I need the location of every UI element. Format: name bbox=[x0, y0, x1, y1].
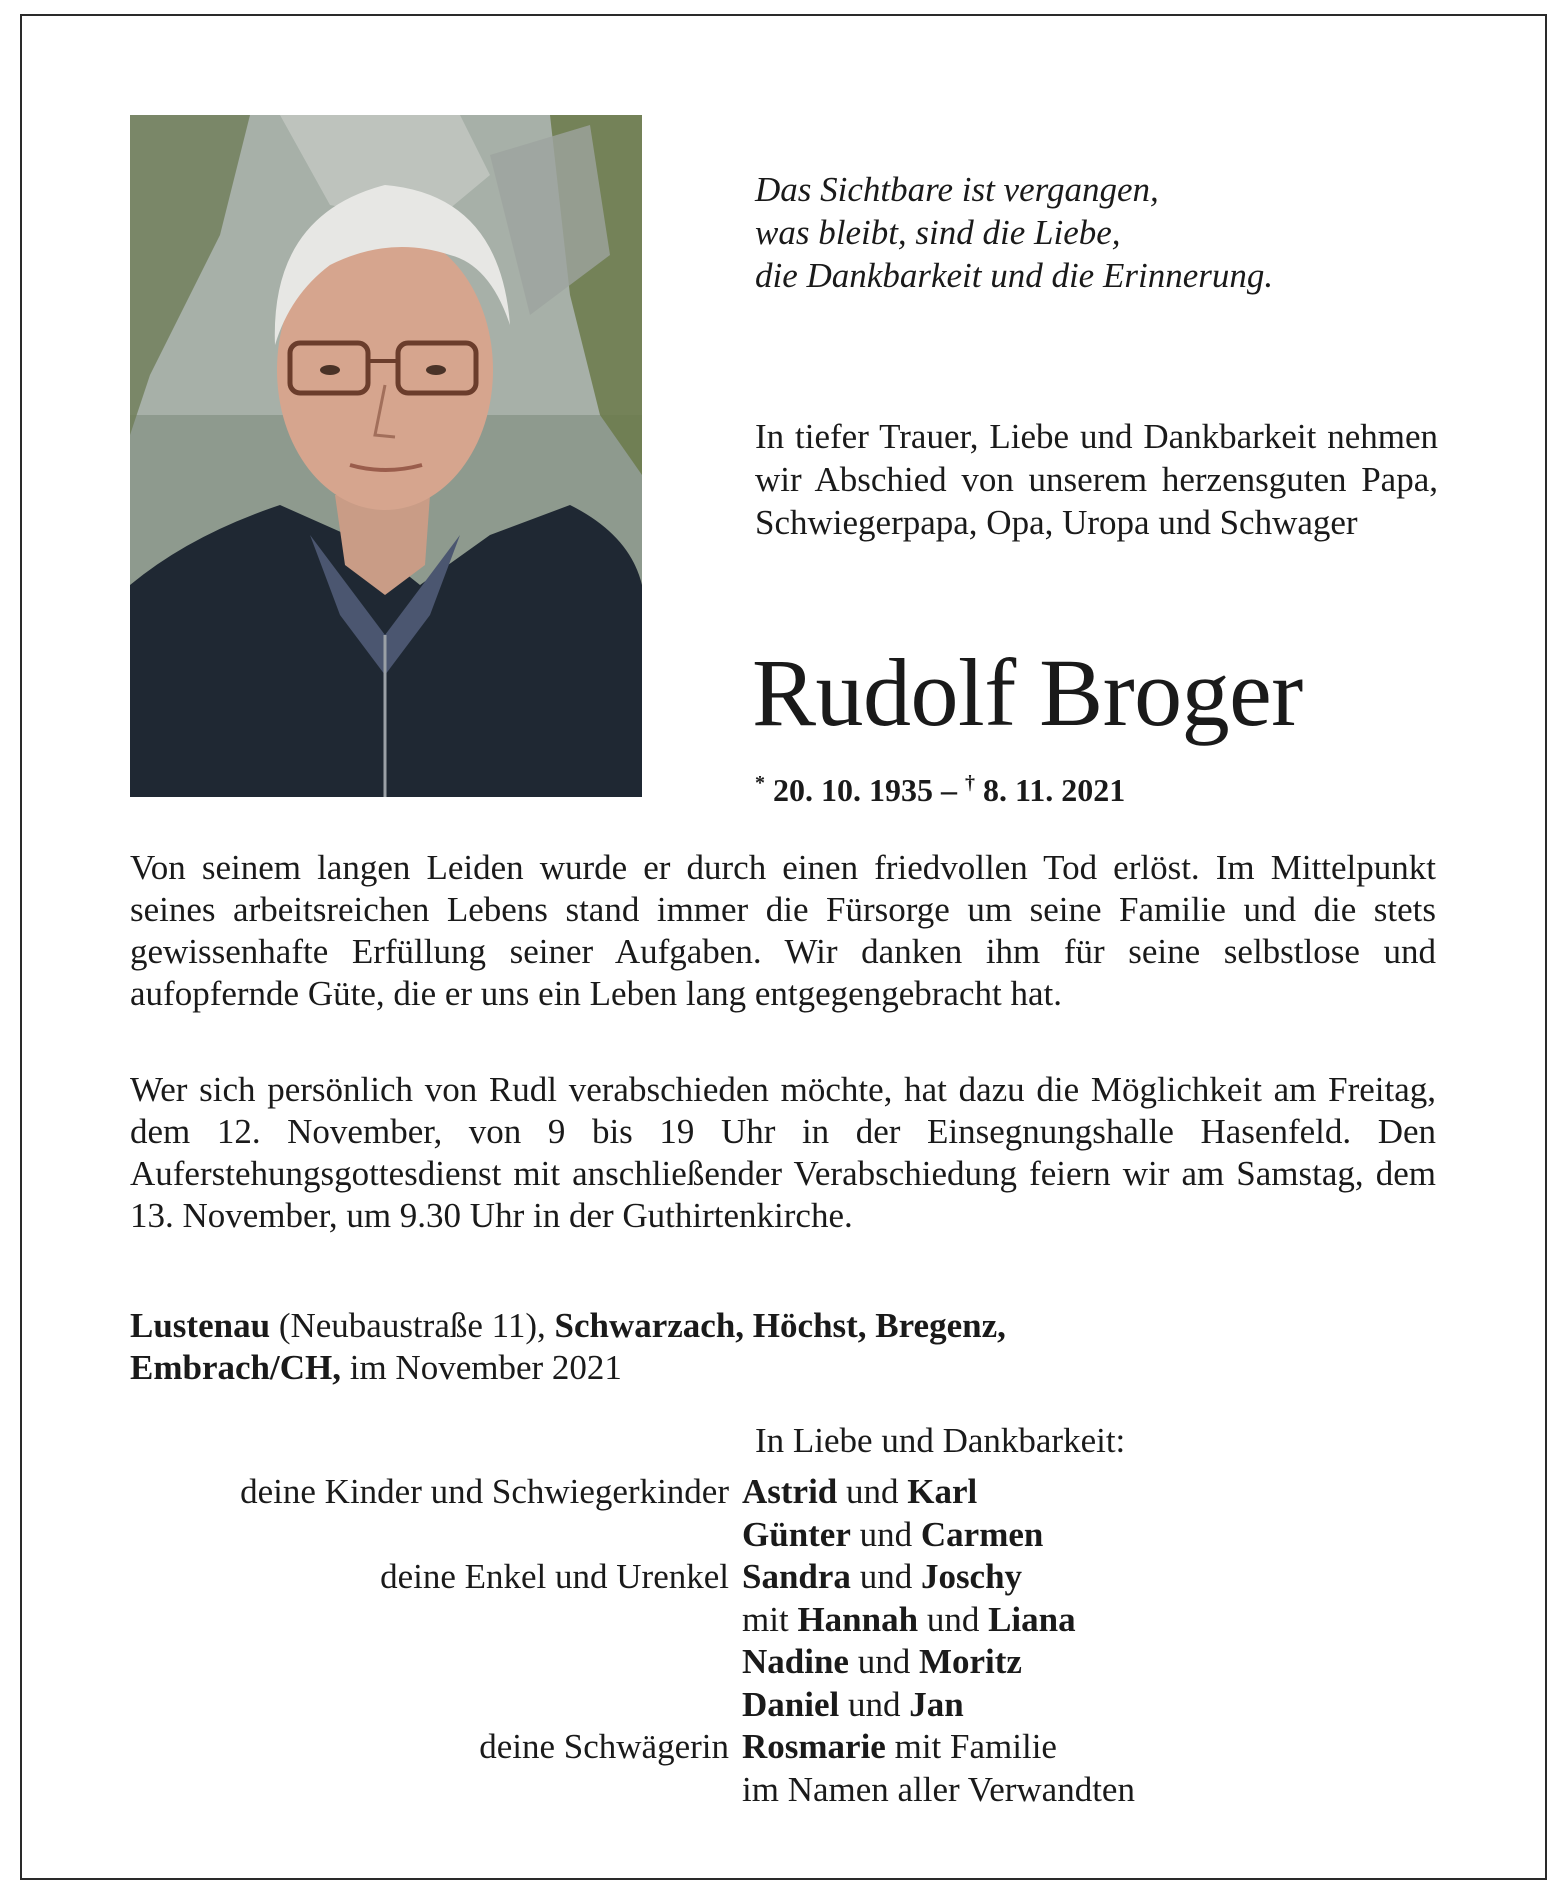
place-city: Lustenau bbox=[130, 1306, 271, 1345]
signature-row bbox=[130, 1641, 1436, 1684]
deceased-name: Rudolf Broger bbox=[752, 639, 1303, 746]
place-last: Embrach/CH, bbox=[130, 1348, 341, 1387]
quote-line: die Dankbarkeit und die Erinnerung. bbox=[755, 256, 1274, 295]
relation-label: deine Kinder und Schwiegerkinder bbox=[240, 1472, 729, 1511]
family-names: Günter und Carmen bbox=[742, 1514, 1044, 1554]
signature-row bbox=[130, 1471, 1436, 1514]
portrait-photo bbox=[130, 115, 642, 797]
relation-label bbox=[130, 1599, 742, 1642]
family-names: Daniel und Jan bbox=[742, 1684, 964, 1724]
signature-row bbox=[130, 1556, 1436, 1599]
relation-label bbox=[130, 1769, 742, 1812]
place-date: im November 2021 bbox=[340, 1348, 622, 1387]
family-names: mit Hannah und Liana bbox=[742, 1599, 1076, 1639]
memorial-quote bbox=[755, 168, 1445, 297]
signature-row bbox=[130, 1599, 1436, 1642]
quote-line: Das Sichtbare ist vergangen, bbox=[755, 170, 1159, 209]
relation-label bbox=[130, 1684, 742, 1727]
relation-label: deine Schwägerin bbox=[479, 1727, 729, 1766]
paragraph-service: Wer sich persönlich von Rudl verabschieden möchte, hat dazu die Möglichkeit am Freitag, dem 12. November, von 9 bis 19 Uhr in der Einsegnungshalle Hasenfeld. Den Auferstehungsgottesdienst mit anschließender Verabschiedung feiern wir am Samstag, dem 13. November, um 9.30 Uhr in der Guthirtenkirche. bbox=[130, 1070, 1436, 1235]
relation-label bbox=[130, 1641, 742, 1684]
place-others: Schwarzach, Höchst, Bregenz, bbox=[554, 1306, 1006, 1345]
birth-date: 20. 10. 1935 bbox=[773, 772, 933, 808]
signature-row bbox=[130, 1684, 1436, 1727]
life-dates bbox=[755, 763, 1445, 810]
death-date: 8. 11. 2021 bbox=[983, 772, 1126, 808]
birth-symbol: * bbox=[755, 772, 765, 794]
family-names: Nadine und Moritz bbox=[742, 1642, 1022, 1681]
signatures-list bbox=[130, 1471, 1436, 1811]
signatures-intro: In Liebe und Dankbarkeit: bbox=[755, 1421, 1126, 1460]
signature-row bbox=[130, 1769, 1436, 1812]
death-symbol: † bbox=[965, 772, 975, 794]
paragraph-life: Von seinem langen Leiden wurde er durch einen friedvollen Tod erlöst. Im Mittelpunkt seines arbeitsreichen Lebens stand immer die Fürsorge um seine Familie und die stets gewissenhafte Erfüllung seiner Aufgaben. Wir danken ihm für seine selbstlose und aufopfernde Güte, die er uns ein Leben lang entgegengebracht hat. bbox=[130, 848, 1436, 1013]
relation-label: deine Enkel und Urenkel bbox=[380, 1557, 729, 1596]
quote-line: was bleibt, sind die Liebe, bbox=[755, 213, 1121, 252]
place-address: (Neubaustraße 11), bbox=[270, 1306, 555, 1345]
date-separator: – bbox=[933, 772, 965, 808]
family-names: Astrid und Karl bbox=[742, 1472, 978, 1511]
relation-label bbox=[130, 1514, 742, 1557]
family-names: Rosmarie mit Familie bbox=[742, 1727, 1057, 1766]
signature-row bbox=[130, 1726, 1436, 1769]
signature-row bbox=[130, 1514, 1436, 1557]
intro-text: In tiefer Trauer, Liebe und Dankbarkeit nehmen wir Abschied von unserem herzensguten Papa, Schwiegerpapa, Opa, Uropa und Schwager bbox=[755, 417, 1438, 542]
family-names: Sandra und Joschy bbox=[742, 1557, 1023, 1596]
place-and-date bbox=[130, 1305, 1436, 1389]
family-names: im Namen aller Verwandten bbox=[742, 1769, 1135, 1809]
